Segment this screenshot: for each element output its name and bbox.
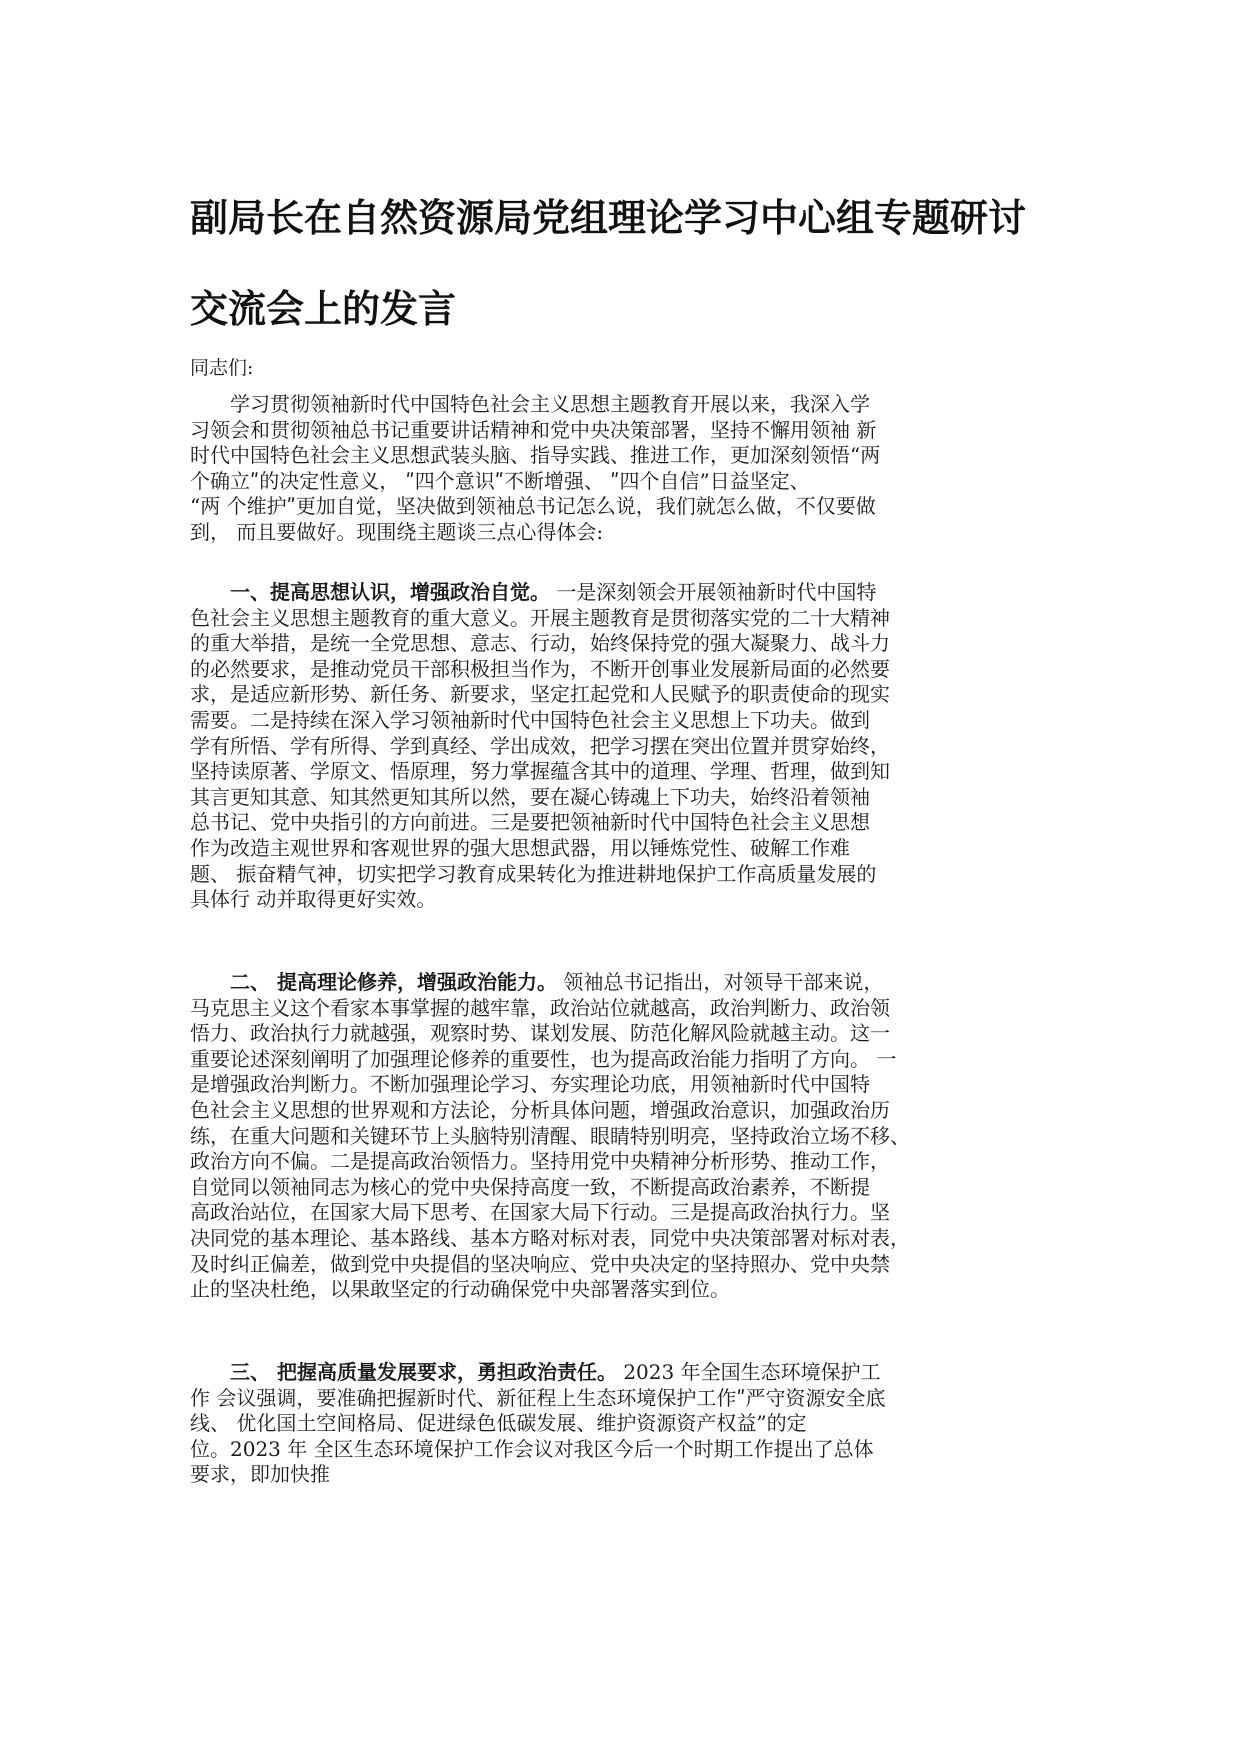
paragraph-line: 的必然要求，是推动党员干部积极担当作为，不断开创事业发展新局面的必然要 bbox=[190, 656, 890, 681]
section-2-lead-text: 领袖总书记指出，对领导干部来说， bbox=[556, 970, 884, 994]
document-title-line-1: 副局长在自然资源局党组理论学习中心组专题研讨 bbox=[190, 196, 1027, 240]
paragraph-line: 悟力、政治执行力就越强，观察时势、谋划发展、防范化解风险就越主动。这一 bbox=[190, 1021, 890, 1046]
paragraph-line bbox=[190, 1360, 1050, 1386]
paragraph-line: 学有所悟、学有所得、学到真经、学出成效，把学习摆在突出位置并贯穿始终， bbox=[190, 733, 890, 758]
paragraph-line: 到， 而且要做好。现围绕主题谈三点心得体会: bbox=[190, 519, 604, 544]
paragraph-line: 作 会议强调，要准确把握新时代、新征程上生态环境保护工作ʺ严守资源安全底 bbox=[190, 1385, 886, 1410]
paragraph-line: “两 个维护ʺ更加自觉，坚决做到领袖总书记怎么说，我们就怎么做，不仅要做 bbox=[190, 494, 876, 519]
paragraph-line: 习领会和贯彻领袖总书记重要讲话精神和党中央决策部署，坚持不懈用领袖 新 bbox=[190, 417, 877, 442]
paragraph-line: 练，在重大问题和关键环节上头脑特别清醒、眼睛特别明亮，坚持政治立场不移、 bbox=[190, 1123, 910, 1148]
intro-paragraph bbox=[190, 392, 1050, 546]
section-3-lead-text: 2023 年全国生态环境保护工 bbox=[616, 1360, 881, 1384]
paragraph-line: 是增强政治判断力。不断加强理论学习、夯实理论功底，用领袖新时代中国特 bbox=[190, 1072, 870, 1097]
paragraph-line: 高政治站位，在国家大局下思考、在国家大局下行动。三是提高政治执行力。坚 bbox=[190, 1200, 890, 1225]
section-2-paragraph bbox=[190, 970, 1050, 1303]
paragraph-line: 自觉同以领袖同志为核心的党中央保持高度一致，不断提高政治素养，不断提 bbox=[190, 1174, 870, 1199]
paragraph-line: 线、 优化国土空间格局、促进绿色低碳发展、维护资源资产权益”的定 bbox=[190, 1411, 807, 1436]
paragraph-line: 坚持读原著、学原文、悟原理，努力掌握蕴含其中的道理、学理、哲理，做到知 bbox=[190, 759, 890, 784]
section-2-heading: 二、 提高理论修养，增强政治能力。 bbox=[190, 970, 557, 994]
paragraph-line: 题、 振奋精气神，切实把学习教育成果转化为推进耕地保护工作高质量发展的 bbox=[190, 861, 877, 886]
section-1-heading: 一、提高思想认识，增强政治自觉。 bbox=[190, 580, 550, 604]
salutation: 同志们: bbox=[190, 357, 254, 379]
section-3-heading: 三、 把握高质量发展要求，勇担政治责任。 bbox=[190, 1360, 617, 1384]
paragraph-line: 的重大举措，是统一全党思想、意志、行动，始终保持党的强大凝聚力、战斗力 bbox=[190, 631, 890, 656]
section-1-lead-text: 一是深刻领会开展领袖新时代中国特 bbox=[550, 580, 877, 604]
paragraph-line: 个确立ʺ的决定性意义， ʺ四个意识ʺ不断增强、 ʺ四个自信”日益坚定、 bbox=[190, 468, 810, 493]
paragraph-line: 及时纠正偏差，做到党中央提倡的坚决响应、党中央决定的坚持照办、党中央禁 bbox=[190, 1251, 890, 1276]
paragraph-line: 政治方向不偏。二是提高政治领悟力。坚持用党中央精神分析形势、推动工作， bbox=[190, 1149, 890, 1174]
section-3-paragraph bbox=[190, 1360, 1050, 1488]
paragraph-line: 求，是适应新形势、新任务、新要求，坚定扛起党和人民赋予的职责使命的现实 bbox=[190, 682, 890, 707]
paragraph-line: 时代中国特色社会主义思想武装头脑、指导实践、推进工作，更加深刻领悟“两 bbox=[190, 443, 881, 468]
paragraph-line: 其言更知其意、知其然更知其所以然，要在凝心铸魂上下功夫，始终沿着领袖 bbox=[190, 784, 870, 809]
paragraph-line: 学习贯彻领袖新时代中国特色社会主义思想主题教育开展以来，我深入学 bbox=[190, 392, 870, 416]
document-title-line-2: 交流会上的发言 bbox=[190, 287, 457, 331]
paragraph-line: 决同党的基本理论、基本路线、基本方略对标对表，同党中央决策部署对标对表， bbox=[190, 1225, 910, 1250]
paragraph-line: 具体行 动并取得更好实效。 bbox=[190, 887, 437, 912]
paragraph-line: 作为改造主观世界和客观世界的强大思想武器，用以锤炼党性、破解工作难 bbox=[190, 835, 850, 860]
paragraph-line: 色社会主义思想主题教育的重大意义。开展主题教育是贯彻落实党的二十大精神 bbox=[190, 605, 890, 630]
paragraph-line: 要求，即加快推 bbox=[190, 1462, 330, 1487]
paragraph-line: 止的坚决杜绝，以果敢坚定的行动确保党中央部署落实到位。 bbox=[190, 1277, 730, 1302]
paragraph-line: 马克思主义这个看家本事掌握的越牢靠，政治站位就越高，政治判断力、政治领 bbox=[190, 995, 890, 1020]
paragraph-line: 需要。二是持续在深入学习领袖新时代中国特色社会主义思想上下功夫。做到 bbox=[190, 707, 870, 732]
paragraph-line: 色社会主义思想的世界观和方法论，分析具体问题，增强政治意识，加强政治历 bbox=[190, 1097, 890, 1122]
paragraph-line: 总书记、党中央指引的方向前进。三是要把领袖新时代中国特色社会主义思想 bbox=[190, 810, 870, 835]
paragraph-line bbox=[190, 580, 1050, 606]
section-1-paragraph bbox=[190, 580, 1050, 913]
paragraph-line: 位。2023 年 全区生态环境保护工作会议对我区今后一个时期工作提出了总体 bbox=[190, 1436, 874, 1461]
paragraph-line bbox=[190, 970, 1050, 996]
paragraph-line: 重要论述深刻阐明了加强理论修养的重要性，也为提高政治能力指明了方向。 一 bbox=[190, 1046, 897, 1071]
